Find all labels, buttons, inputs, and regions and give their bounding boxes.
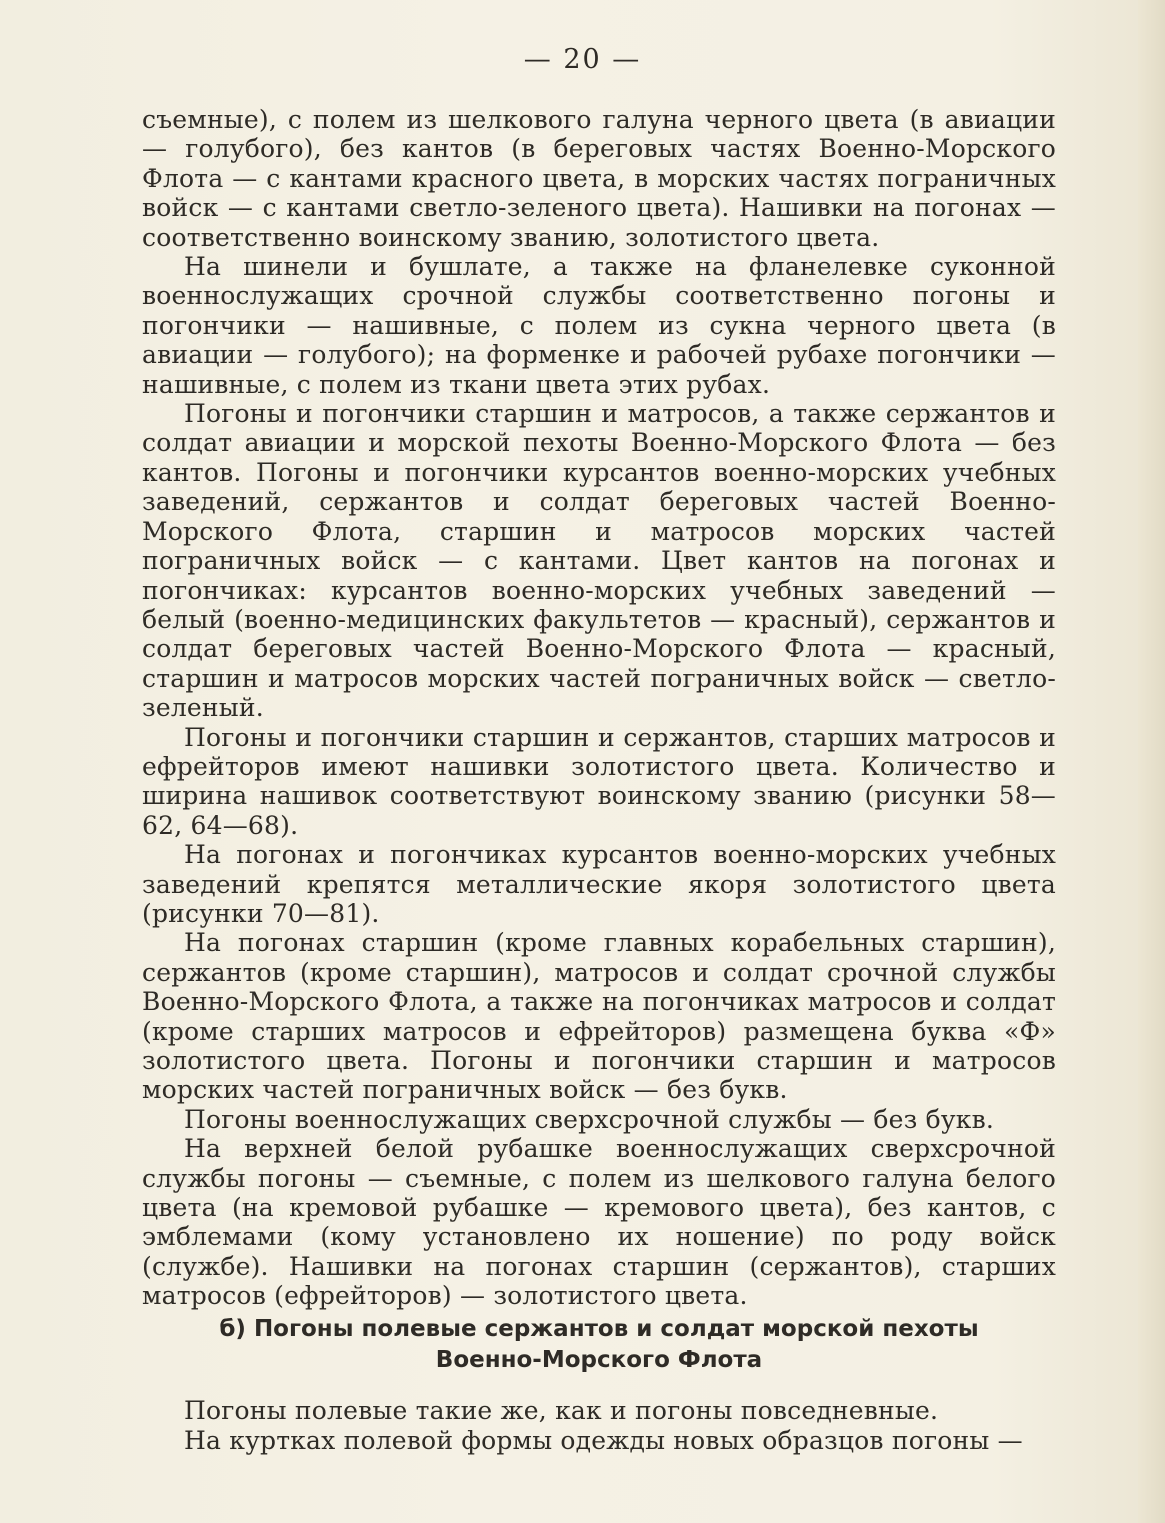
paragraph-continuation: съемные), с полем из шелкового галуна черного цвета (в авиации — голубого), без кантов (в береговых частях Военно-Морского Флота — с кантами красного цвета, в морских частях пограничных войск — с кантами светло-зеленого цвета). Нашивки на погонах — соответственно воинскому званию, золотистого цвета. — [142, 105, 1056, 252]
page-number: — 20 — — [523, 44, 642, 75]
section-body — [142, 1396, 1056, 1456]
paragraph-field-same: Погоны полевые такие же, как и погоны повседневные. — [184, 1396, 939, 1425]
paragraph-white-shirt: На верхней белой рубашке военнослужащих сверхсрочной службы погоны — съемные, с полем из шелкового галуна белого цвета (на кремовой рубашке — кремового цвета), без кантов, с эмблемами (кому установлено их ношение) по роду войск (службе). Нашивки на погонах старшин (сержантов), старших матросов (ефрейторов) — золотистого цвета. — [142, 1134, 1056, 1311]
paragraph-stripes: Погоны и погончики старшин и сержантов, старших матросов и ефрейторов имеют нашивки золотистого цвета. Количество и ширина нашивок соответствуют воинскому званию (рисунки 58—62, 64—68). — [142, 722, 1056, 840]
body-text — [142, 105, 1056, 1311]
section-heading-line-1: б) Погоны полевые сержантов и солдат морской пехоты — [219, 1316, 979, 1342]
paragraph-piping: Погоны и погончики старшин и матросов, а также сержантов и солдат авиации и морской пехоты Военно-Морского Флота — без кантов. Погоны и погончики курсантов военно-морских учебных заведений, сержантов и солдат береговых частей Военно-Морского Флота, старшин и матросов морских частей пограничных войск — с кантами. Цвет кантов на погонах и погончиках: курсантов военно-морских учебных заведений — белый (военно-медицинских факультетов — красный), сержантов и солдат береговых частей Военно-Морского Флота — красный, старшин и матросов морских частей пограничных войск — светло-зеленый. — [142, 399, 1056, 723]
paragraph-extended-service: Погоны военнослужащих сверхсрочной службы — без букв. — [184, 1104, 995, 1134]
paragraph-letter-f: На погонах старшин (кроме главных корабельных старшин), сержантов (кроме старшин), матросов и солдат срочной службы Военно-Морского Флота, а также на погончиках матросов и солдат (кроме старших матросов и ефрейторов) размещена буква «Ф» золотистого цвета. Погоны и погончики старшин и матросов морских частей пограничных войск — без букв. — [142, 928, 1056, 1105]
paragraph-greatcoat: На шинели и бушлате, а также на фланелевке суконной военнослужащих срочной службы соответственно погоны и погончики — нашивные, с полем из сукна черного цвета (в авиации — голубого); на форменке и рабочей рубахе погончики — нашивные, с полем из ткани цвета этих рубах. — [142, 252, 1056, 399]
paragraph-anchors: На погонах и погончиках курсантов военно-морских учебных заведений крепятся металлические якоря золотистого цвета (рисунки 70—81). — [142, 840, 1056, 928]
section-heading — [142, 1314, 1056, 1376]
paragraph-field-jackets: На куртках полевой формы одежды новых образцов погоны — — [184, 1426, 1023, 1455]
page-edge — [1138, 0, 1165, 1523]
section-heading-line-2: Военно-Морского Флота — [435, 1347, 763, 1373]
